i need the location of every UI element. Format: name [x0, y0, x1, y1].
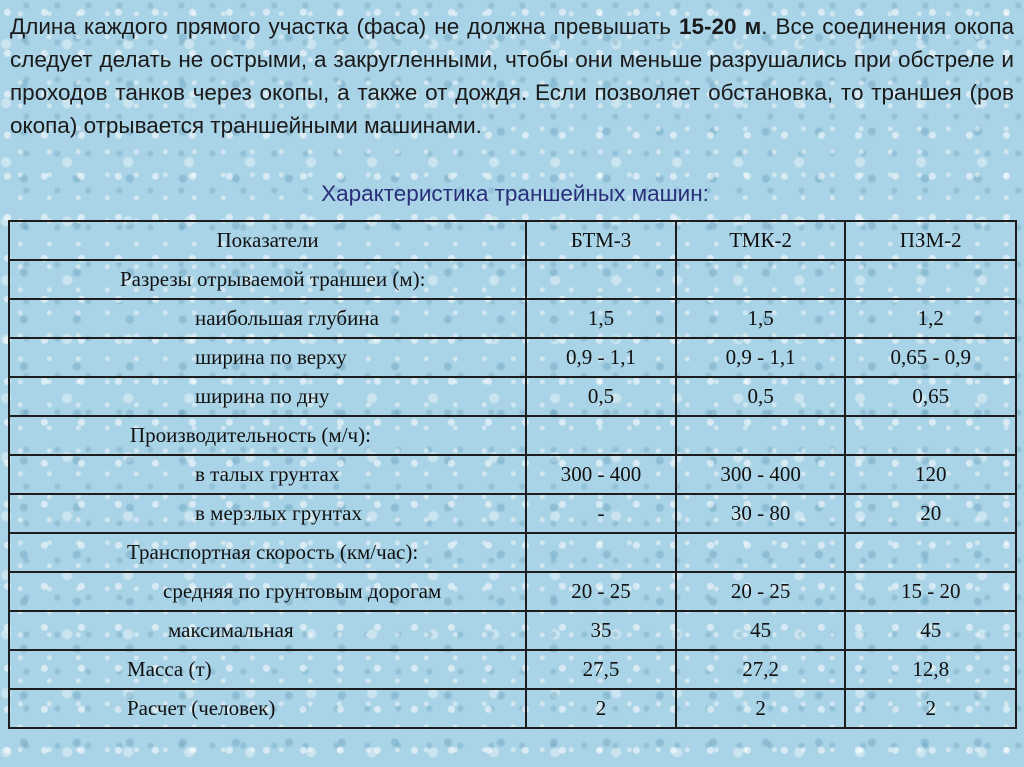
table-caption: Характеристика траншейных машин:	[321, 181, 709, 206]
cell-tmk2: 27,2	[676, 650, 846, 689]
cell-pzm2	[845, 533, 1016, 572]
row-label: в талых грунтах	[9, 455, 526, 494]
cell-btm3: 300 - 400	[526, 455, 676, 494]
header-btm3: БТМ-3	[526, 221, 676, 260]
table-header-row	[9, 221, 1016, 260]
cell-btm3: 35	[526, 611, 676, 650]
cell-pzm2: 1,2	[845, 299, 1016, 338]
cell-btm3: 20 - 25	[526, 572, 676, 611]
intro-paragraph	[10, 10, 1014, 142]
cell-btm3: -	[526, 494, 676, 533]
cell-tmk2: 45	[676, 611, 846, 650]
cell-btm3	[526, 416, 676, 455]
cell-tmk2	[676, 416, 846, 455]
cell-tmk2	[676, 260, 846, 299]
row-label: в мерзлых грунтах	[9, 494, 526, 533]
row-label: ширина по верху	[9, 338, 526, 377]
intro-text-after: . Все соединения окопа следует делать не острыми, а закругленными, чтобы они меньше разрушались при обстреле и проходов танков через окопы, а также от дождя. Если позволяет обстановка, то траншея (ров окопа) отрывается траншейными машинами.	[10, 14, 1014, 138]
table-row	[9, 494, 1016, 533]
header-pzm2: ПЗМ-2	[845, 221, 1016, 260]
table-row	[9, 572, 1016, 611]
table-row	[9, 416, 1016, 455]
cell-btm3	[526, 533, 676, 572]
cell-btm3	[526, 260, 676, 299]
cell-pzm2: 45	[845, 611, 1016, 650]
row-label: наибольшая глубина	[9, 299, 526, 338]
cell-tmk2: 1,5	[676, 299, 846, 338]
table-row	[9, 650, 1016, 689]
cell-pzm2: 120	[845, 455, 1016, 494]
table-row	[9, 299, 1016, 338]
cell-pzm2: 15 - 20	[845, 572, 1016, 611]
row-label: Расчет (человек)	[9, 689, 526, 728]
cell-tmk2: 0,5	[676, 377, 846, 416]
table-row	[9, 377, 1016, 416]
table-row	[9, 338, 1016, 377]
table-row	[9, 455, 1016, 494]
table-row	[9, 611, 1016, 650]
cell-btm3: 0,5	[526, 377, 676, 416]
row-label: максимальная	[9, 611, 526, 650]
header-indicator: Показатели	[9, 221, 526, 260]
cell-pzm2: 12,8	[845, 650, 1016, 689]
table-row	[9, 260, 1016, 299]
table-row	[9, 689, 1016, 728]
cell-btm3: 2	[526, 689, 676, 728]
header-tmk2: ТМК-2	[676, 221, 846, 260]
row-label: Разрезы отрываемой траншеи (м):	[9, 260, 526, 299]
row-label: ширина по дну	[9, 377, 526, 416]
table-row	[9, 533, 1016, 572]
cell-pzm2	[845, 260, 1016, 299]
cell-tmk2: 30 - 80	[676, 494, 846, 533]
intro-text-before: Длина каждого прямого участка (фаса) не должна превышать	[10, 14, 679, 39]
cell-pzm2	[845, 416, 1016, 455]
trench-machines-table	[8, 220, 1017, 729]
cell-tmk2: 300 - 400	[676, 455, 846, 494]
cell-pzm2: 2	[845, 689, 1016, 728]
row-label: Производительность (м/ч):	[9, 416, 526, 455]
cell-pzm2: 20	[845, 494, 1016, 533]
row-label: Масса (т)	[9, 650, 526, 689]
cell-tmk2	[676, 533, 846, 572]
cell-pzm2: 0,65	[845, 377, 1016, 416]
cell-tmk2: 20 - 25	[676, 572, 846, 611]
cell-pzm2: 0,65 - 0,9	[845, 338, 1016, 377]
cell-btm3: 27,5	[526, 650, 676, 689]
cell-btm3: 1,5	[526, 299, 676, 338]
row-label: средняя по грунтовым дорогам	[9, 572, 526, 611]
row-label: Транспортная скорость (км/час):	[9, 533, 526, 572]
intro-bold-length: 15-20 м	[679, 14, 762, 39]
cell-tmk2: 2	[676, 689, 846, 728]
cell-btm3: 0,9 - 1,1	[526, 338, 676, 377]
cell-tmk2: 0,9 - 1,1	[676, 338, 846, 377]
